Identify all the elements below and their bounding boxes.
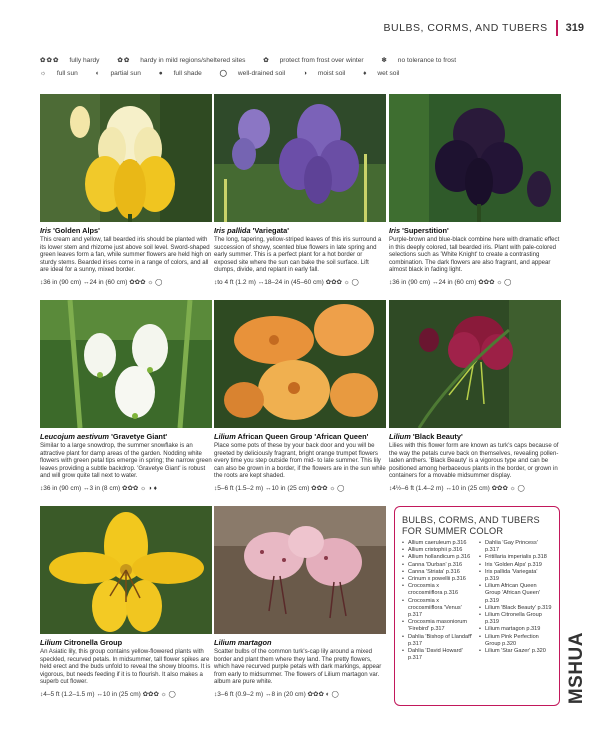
- plant-specs: ↕36 in (90 cm) ↔24 in (60 cm) ✿✿✿ ☼ ◯: [40, 278, 163, 286]
- plant-description: Lilies with this flower form are known as turk's caps because of the way the petals curve back on themselves, revealing pollen-laden anthers. 'Black Beauty' is a vigorous type and can be positioned among herbaceous plants in the border, or grown in containers for a movable midsummer display.: [389, 442, 559, 480]
- list-item: • Fritillaria imperialis p.318: [479, 554, 552, 561]
- plant-title: Lilium martagon: [214, 638, 272, 647]
- plant-specs: ↕to 4 ft (1.2 m) ↔18–24 in (45–60 cm) ✿✿✿ ☼ ◯: [214, 278, 359, 286]
- watermark: MSHUA: [566, 632, 587, 705]
- page-number: 319: [565, 22, 584, 34]
- plant-title: Lilium African Queen Group 'African Queen': [214, 432, 369, 441]
- plant-description: Scatter bulbs of the common turk's-cap lily around a mixed border and plant them where they land. The pretty flowers, which have recurved purple petals with dark markings, appear from early to midsummer. The flowers of Lilium martagon var. album are pure white.: [214, 648, 382, 686]
- lilium-citronella-photo: [40, 506, 212, 634]
- list-item: • Crocosmia x crocosmiiflora p.316: [402, 583, 475, 597]
- legend-item: ◐ partial sun: [95, 70, 141, 77]
- plant-entry-leucojum: [40, 300, 212, 492]
- legend-conditions-row: [40, 67, 472, 80]
- list-item: • Canna 'Durban' p.316: [402, 562, 475, 569]
- header-divider: [556, 20, 558, 36]
- iris-superstition-photo: [389, 94, 561, 222]
- sidebar-list-col2: [479, 540, 552, 662]
- list-item: • Lilium martagon p.319: [479, 626, 552, 633]
- plant-entry-lilium-citronella: [40, 506, 212, 698]
- legend-item: ☼ full sun: [40, 70, 78, 77]
- list-item: • Crocosmia masoniorum 'Firebird' p.317: [402, 619, 475, 633]
- list-item: • Dahlia 'Gay Princess' p.317: [479, 540, 552, 554]
- plant-description: Purple-brown and blue-black combine here with dramatic effect in this deeply colored, tall bearded iris. Plant with pale-colored selections such as 'White Knight' to create a contrasting combination. The dark flowers are also fragrant, and appear almost black in fading light.: [389, 236, 560, 274]
- fully-hardy-icon: ✿✿✿: [40, 57, 60, 64]
- plant-specs: ↕4–5 ft (1.2–1.5 m) ↔10 in (25 cm) ✿✿✿ ☼ ◯: [40, 690, 176, 698]
- sidebar-list-col1: [402, 540, 475, 662]
- list-item: • Iris pallida 'Variegata' p.319: [479, 569, 552, 583]
- list-item: • Lilium Citronella Group p.319: [479, 612, 552, 626]
- wet-soil-icon: ♦: [363, 70, 368, 77]
- plant-specs: ↕36 in (90 cm) ↔3 in (8 cm) ✿✿✿ ☼ ◑ ♦: [40, 484, 157, 492]
- list-item: • Allium cristophii p.316: [402, 547, 475, 554]
- plant-specs: ↕5–6 ft (1.5–2 m) ↔10 in (25 cm) ✿✿✿ ☼ ◯: [214, 484, 345, 492]
- plant-title: Leucojum aestivum 'Gravetye Giant': [40, 432, 168, 441]
- plant-title: Iris 'Golden Alps': [40, 226, 100, 235]
- lilium-african-queen-photo: [214, 300, 386, 428]
- legend-item: ● full shade: [158, 70, 202, 77]
- legend-item: ◯ well-drained soil: [219, 70, 286, 77]
- legend-item: ♦ wet soil: [363, 70, 400, 77]
- plant-entry-lilium-martagon: [214, 506, 386, 698]
- legend-item: ✿✿ hardy in mild regions/sheltered sites: [117, 57, 246, 64]
- full-shade-icon: ●: [158, 70, 164, 77]
- list-item: • Allium hollandicum p.316: [402, 554, 475, 561]
- list-item: • Lilium Pink Perfection Group p.320: [479, 634, 552, 648]
- iris-pallida-photo: [214, 94, 386, 222]
- list-item: • Crinum x powellii p.316: [402, 576, 475, 583]
- lilium-martagon-photo: [214, 506, 386, 634]
- plant-entry-lilium-african-queen: [214, 300, 386, 492]
- plant-description: The long, tapering, yellow-striped leaves of this iris surround a succession of showy, scented blue flowers in late spring and early summer. This is a perfect plant for a hot border or exposed site where the sun can bake the soil surface. Lift clumps, divide, and replant in early fall.: [214, 236, 382, 274]
- plant-entry-lilium-black-beauty: [389, 300, 561, 492]
- half-hardy-icon: ✿✿: [117, 57, 131, 64]
- partial-sun-icon: ◐: [95, 70, 101, 77]
- plant-title: Iris pallida 'Variegata': [214, 226, 290, 235]
- plant-title: Lilium Citronella Group: [40, 638, 123, 647]
- full-sun-icon: ☼: [40, 70, 48, 77]
- plant-description: This cream and yellow, tall bearded iris should be planted with its lower stem and rhizome just above soil level. Sword-shaped green leaves form a fan, while summer flowers are held high on sturdy stems. Bearded irises come in a range of colors, and all are ideal for a sunny, mixed border.: [40, 236, 212, 274]
- frost-protect-icon: ✿: [263, 57, 270, 64]
- legend-item: ✿ protect from frost over winter: [263, 57, 364, 64]
- list-item: • Iris 'Golden Alps' p.319: [479, 562, 552, 569]
- section-title: BULBS, CORMS, AND TUBERS: [383, 22, 548, 34]
- list-item: • Lilium 'Star Gazer' p.320: [479, 648, 552, 655]
- list-item: • Dahlia 'David Howard' p.317: [402, 648, 475, 662]
- plant-specs: ↕3–6 ft (0.9–2 m) ↔8 in (20 cm) ✿✿✿ ◐ ◯: [214, 690, 339, 698]
- snowflake-icon: ❄: [381, 57, 388, 64]
- plant-specs: ↕4½–6 ft (1.4–2 m) ↔10 in (25 cm) ✿✿✿ ☼ ◯: [389, 484, 525, 492]
- list-item: • Crocosmia x crocosmiiflora 'Venus' p.317: [402, 598, 475, 620]
- legend-hardiness-row: [40, 54, 472, 67]
- moist-soil-icon: ◑: [303, 70, 308, 77]
- list-item: • Lilium 'Black Beauty' p.319: [479, 605, 552, 612]
- plant-entry-iris-golden-alps: [40, 94, 212, 286]
- leucojum-photo: [40, 300, 212, 428]
- plant-specs: ↕36 in (90 cm) ↔24 in (60 cm) ✿✿✿ ☼ ◯: [389, 278, 512, 286]
- legend-item: ❄ no tolerance to frost: [381, 57, 457, 64]
- plant-description: Similar to a large snowdrop, the summer snowflake is an attractive plant for damp areas of the garden. Nodding white flowers with green petal tips emerge in spring; the narrow green leaves providing a subtle backdrop. 'Gravetye Giant' is robust and will grow quite tall next to water.: [40, 442, 212, 480]
- well-drained-soil-icon: ◯: [219, 70, 229, 77]
- plant-description: Place some pots of these by your back door and you will be greeted by deliciously fragrant, bright orange trumpet flowers every time you step outside from mid- to late summer. This lily can also be grown in a border, if the flowers are in the sun while the roots are kept shaded.: [214, 442, 386, 480]
- legend-item: ◑ moist soil: [303, 70, 346, 77]
- summer-color-sidebar: [394, 506, 560, 706]
- lilium-black-beauty-photo: [389, 300, 561, 428]
- iris-golden-alps-photo: [40, 94, 212, 222]
- plant-entry-iris-pallida-variegata: [214, 94, 386, 286]
- running-header: [384, 20, 584, 36]
- plant-title: Iris 'Superstition': [389, 226, 449, 235]
- legend-item: ✿✿✿ fully hardy: [40, 57, 100, 64]
- plant-description: An Asiatic lily, this group contains yellow-flowered plants with speckled, recurved petals. In midsummer, tall flower spikes are held erect and the buds unfold to reveal the showy blooms. It is vigorous, but needs feeding if it is to flourish. It also makes a superb cut flower.: [40, 648, 211, 686]
- plant-entry-iris-superstition: [389, 94, 561, 286]
- symbol-legend: [40, 54, 472, 80]
- plant-title: Lilium 'Black Beauty': [389, 432, 463, 441]
- list-item: • Dahlia 'Bishop of Llandaff' p.317: [402, 634, 475, 648]
- list-item: • Allium caeruleum p.316: [402, 540, 475, 547]
- list-item: • Lilium African Queen Group 'African Queen' p.319: [479, 583, 552, 605]
- list-item: • Canna 'Striata' p.316: [402, 569, 475, 576]
- sidebar-title: BULBS, CORMS, AND TUBERS FOR SUMMER COLOR: [402, 515, 540, 536]
